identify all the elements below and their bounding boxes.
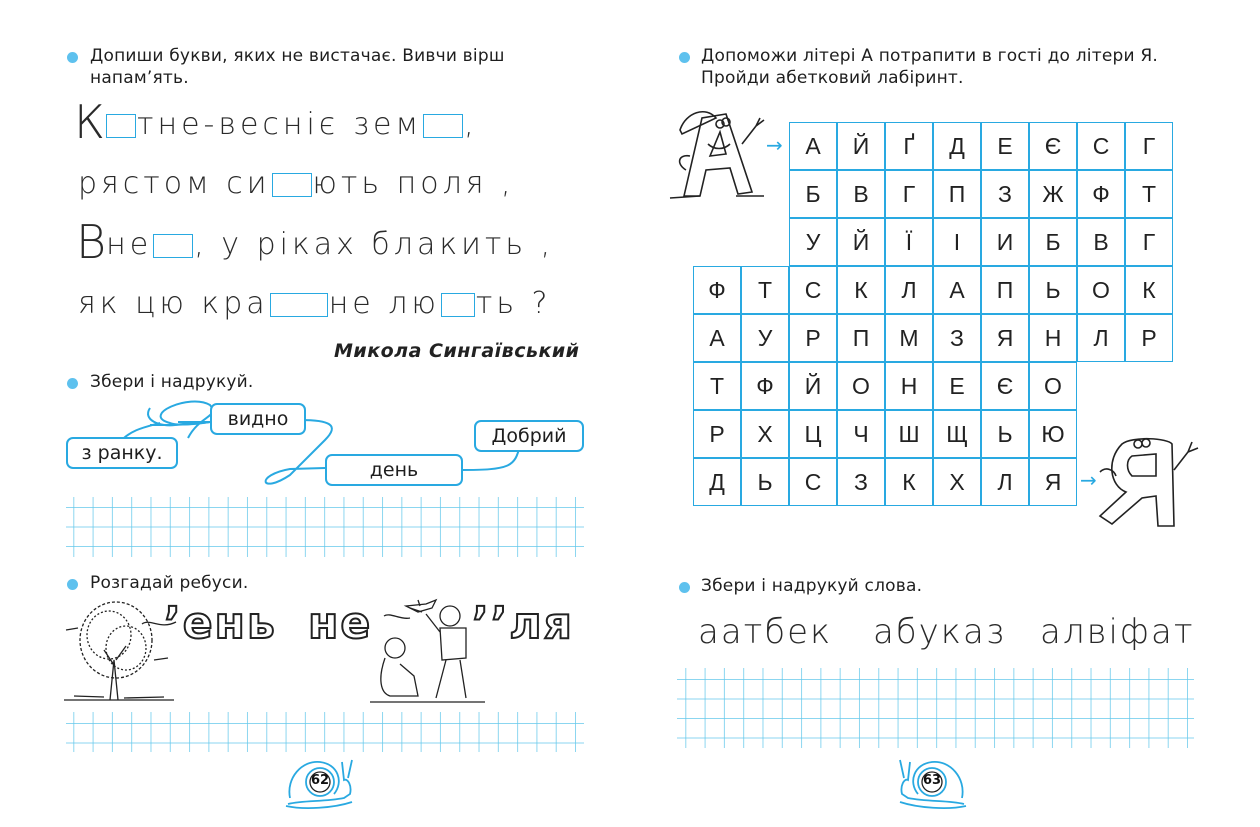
missing-letter-box[interactable]	[423, 114, 463, 138]
missing-letter-box[interactable]	[270, 293, 328, 317]
missing-letter-box[interactable]	[153, 234, 193, 258]
instruction-maze: Допоможи літері А потрапити в гості до літери Я. Пройди абетковий лабіринт.	[701, 46, 1158, 88]
maze-cell[interactable]: У	[741, 314, 789, 362]
maze-cell[interactable]: С	[1077, 122, 1125, 170]
maze-cell[interactable]: Я	[981, 314, 1029, 362]
letter-a-character	[668, 104, 768, 202]
letter-ya-character	[1092, 430, 1202, 530]
maze-cell[interactable]: Е	[981, 122, 1029, 170]
instruction-assemble-words: Збери і надрукуй слова.	[701, 576, 923, 596]
word-card-den[interactable]: день	[325, 454, 463, 486]
maze-end-arrow-icon: →	[1080, 468, 1097, 492]
maze-cell[interactable]: Ч	[837, 410, 885, 458]
maze-cell[interactable]: Ь	[981, 410, 1029, 458]
maze-cell[interactable]: О	[837, 362, 885, 410]
maze-cell[interactable]: Ф	[693, 266, 741, 314]
maze-cell[interactable]: Т	[693, 362, 741, 410]
poem-line-4: як цю кра не лю ть ?	[78, 286, 552, 321]
word-card-dobryi[interactable]: Добрий	[474, 420, 584, 452]
word-card-z-ranku[interactable]: з ранку.	[66, 437, 178, 469]
poem-author: Микола Сингаївський	[334, 340, 580, 362]
scrambled-word-3: алвіфат	[1040, 612, 1195, 652]
maze-cell[interactable]: К	[885, 458, 933, 506]
maze-cell[interactable]: И	[981, 218, 1029, 266]
maze-cell[interactable]: Д	[933, 122, 981, 170]
maze-cell[interactable]: Ю	[1029, 410, 1077, 458]
poem-line-2: рястом си ють поля ,	[78, 166, 515, 201]
maze-cell[interactable]: Н	[1029, 314, 1077, 362]
maze-cell[interactable]: Я	[1029, 458, 1077, 506]
page-number-right: 63	[922, 773, 942, 788]
maze-cell[interactable]: Е	[933, 362, 981, 410]
maze-cell[interactable]: А	[933, 266, 981, 314]
maze-cell[interactable]: Г	[1125, 218, 1173, 266]
maze-cell[interactable]: Л	[981, 458, 1029, 506]
scrambled-word-2: абуказ	[873, 612, 1007, 652]
maze-cell[interactable]: У	[789, 218, 837, 266]
maze-cell[interactable]: Г	[885, 170, 933, 218]
maze-cell[interactable]: Н	[885, 362, 933, 410]
maze-cell[interactable]: М	[885, 314, 933, 362]
maze-cell[interactable]: З	[981, 170, 1029, 218]
maze-cell[interactable]: А	[789, 122, 837, 170]
missing-letter-box[interactable]	[106, 114, 136, 138]
maze-cell[interactable]: З	[837, 458, 885, 506]
maze-cell[interactable]: Й	[789, 362, 837, 410]
maze-cell[interactable]: Ґ	[885, 122, 933, 170]
word-card-vydno[interactable]: видно	[210, 403, 306, 435]
maze-cell[interactable]: Л	[1077, 314, 1125, 362]
bullet-icon	[67, 52, 78, 63]
maze-cell[interactable]: С	[789, 458, 837, 506]
maze-cell[interactable]: Й	[837, 122, 885, 170]
maze-cell[interactable]: К	[837, 266, 885, 314]
maze-cell[interactable]: Л	[885, 266, 933, 314]
instruction-rebus: Розгадай ребуси.	[90, 573, 249, 593]
maze-cell[interactable]: Ш	[885, 410, 933, 458]
writing-grid[interactable]	[677, 668, 1194, 748]
missing-letter-box[interactable]	[441, 293, 475, 317]
maze-cell[interactable]: А	[693, 314, 741, 362]
maze-cell[interactable]: О	[1077, 266, 1125, 314]
rebus-2-text-b: ’’ля	[472, 598, 574, 649]
maze-cell[interactable]: Ф	[1077, 170, 1125, 218]
maze-cell[interactable]: П	[981, 266, 1029, 314]
maze-cell[interactable]: Р	[693, 410, 741, 458]
page-number-left: 62	[310, 773, 330, 788]
instruction-assemble: Збери і надрукуй.	[90, 372, 254, 392]
writing-grid[interactable]	[66, 497, 584, 557]
maze-cell[interactable]: Ж	[1029, 170, 1077, 218]
maze-cell[interactable]: Р	[789, 314, 837, 362]
rebus-1-text: ’ень	[164, 598, 277, 649]
maze-cell[interactable]: Г	[1125, 122, 1173, 170]
maze-cell[interactable]: Ь	[741, 458, 789, 506]
maze-cell[interactable]: Й	[837, 218, 885, 266]
bullet-icon	[679, 52, 690, 63]
maze-cell[interactable]: Т	[741, 266, 789, 314]
bullet-icon	[67, 378, 78, 389]
maze-cell[interactable]: В	[837, 170, 885, 218]
maze-cell[interactable]: К	[1125, 266, 1173, 314]
bullet-icon	[679, 582, 690, 593]
maze-cell[interactable]: З	[933, 314, 981, 362]
maze-cell[interactable]: Є	[981, 362, 1029, 410]
maze-cell[interactable]: Ь	[1029, 266, 1077, 314]
maze-cell[interactable]: Ц	[789, 410, 837, 458]
poem-line-3: В не , у ріках блакить ,	[76, 215, 555, 269]
maze-cell[interactable]: Б	[1029, 218, 1077, 266]
missing-letter-box[interactable]	[272, 173, 312, 197]
maze-cell[interactable]: Б	[789, 170, 837, 218]
poem-line-1: К тне-весніє зем ,	[74, 95, 478, 149]
maze-cell[interactable]: О	[1029, 362, 1077, 410]
maze-cell[interactable]: І	[933, 218, 981, 266]
maze-cell[interactable]: В	[1077, 218, 1125, 266]
maze-cell[interactable]: С	[789, 266, 837, 314]
bullet-icon	[67, 579, 78, 590]
maze-cell[interactable]: Х	[741, 410, 789, 458]
maze-cell[interactable]: П	[933, 170, 981, 218]
maze-cell[interactable]: Т	[1125, 170, 1173, 218]
writing-grid[interactable]	[66, 712, 584, 752]
maze-cell[interactable]: Д	[693, 458, 741, 506]
maze-cell[interactable]: Ф	[741, 362, 789, 410]
maze-cell[interactable]: Х	[933, 458, 981, 506]
scrambled-word-1: аатбек	[698, 612, 833, 652]
maze-cell[interactable]: Р	[1125, 314, 1173, 362]
rebus-2-text-a: не	[308, 598, 373, 649]
maze-cell[interactable]: Є	[1029, 122, 1077, 170]
maze-cell[interactable]: П	[837, 314, 885, 362]
maze-cell[interactable]: Ї	[885, 218, 933, 266]
maze-cell[interactable]: Щ	[933, 410, 981, 458]
maze-start-arrow-icon: →	[766, 133, 783, 157]
instruction-fill-letters: Допиши букви, яких не вистачає. Вивчи вірш напам’ять.	[90, 46, 505, 88]
